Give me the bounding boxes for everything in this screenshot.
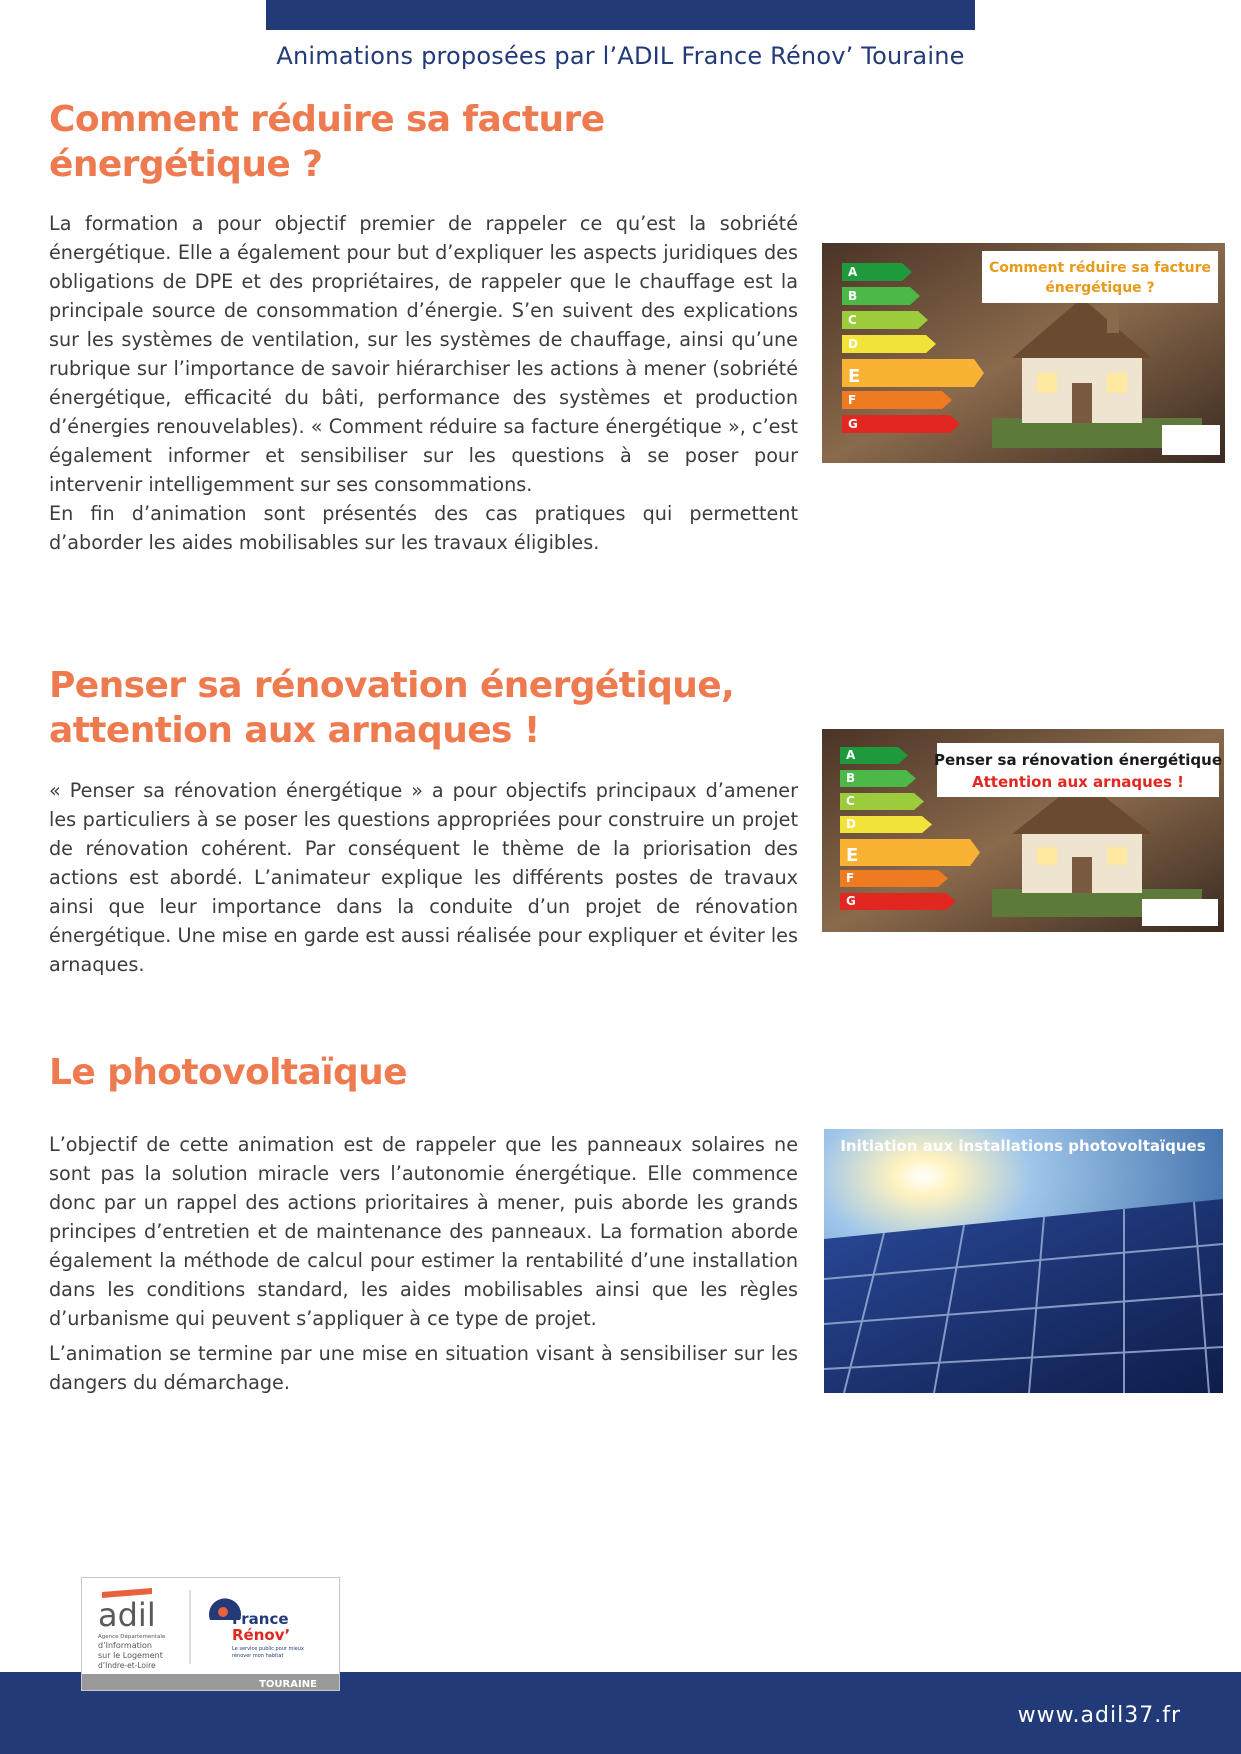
section-title-facture <box>49 97 605 187</box>
section-title-renovation <box>49 663 734 753</box>
energy-label-bar <box>842 415 960 433</box>
logo-text: d’Information <box>98 1641 152 1650</box>
image-caption: énergétique ? <box>1045 280 1155 296</box>
energy-label-bar <box>840 839 980 866</box>
image-caption: Attention aux arnaques ! <box>972 773 1184 791</box>
energy-label-letter: E <box>848 366 861 387</box>
website-url[interactable]: www.adil37.fr <box>1017 1703 1181 1728</box>
image-renovation-arnaques <box>822 729 1224 932</box>
title-line: Le photovoltaïque <box>49 1052 407 1093</box>
section-title-photovoltaique <box>49 1050 407 1095</box>
energy-label-letter: F <box>846 871 855 885</box>
page-header: Animations proposées par l’ADIL France Rénov’ Touraine <box>276 42 965 70</box>
mini-logo <box>1142 899 1218 926</box>
energy-label-letter: G <box>846 894 856 908</box>
paragraph: En fin d’animation sont présentés des cas pratiques qui permettent d’aborder les aides mobilisables sur les travaux éligibles. <box>49 502 798 554</box>
energy-label-bar <box>840 893 956 910</box>
energy-label-bar <box>842 391 952 409</box>
mini-logo <box>1162 425 1220 455</box>
image-caption: Penser sa rénovation énergétique <box>933 751 1223 769</box>
title-line: attention aux arnaques ! <box>49 710 540 751</box>
paragraph: « Penser sa rénovation énergétique » a pour objectifs principaux d’amener les particuliers à se poser les questions appropriées pour construire un projet de rénovation cohérent. Par conséquent le thème de la priorisation des actions est abordé. L’animateur explique les différents postes de travaux ainsi que leur importance dans la conduite d’un projet de rénovation énergétique. Une mise en garde est aussi réalisée pour expliquer et éviter les arnaques. <box>49 779 798 976</box>
energy-label-letter: D <box>846 817 856 831</box>
image-caption: Comment réduire sa facture <box>988 260 1212 276</box>
energy-label-letter: C <box>848 313 857 327</box>
logo-text: d’Indre-et-Loire <box>98 1661 156 1670</box>
title-line: Comment réduire sa facture <box>49 99 605 140</box>
energy-label-letter: G <box>848 417 858 431</box>
paragraph: La formation a pour objectif premier de rappeler ce qu’est la sobriété énergétique. Elle a également pour but d’expliquer les aspects juridiques des obligations de DPE et des propriétaires, de rappeler que le chauffage est la principale source de consommation d’énergie. S’en suivent des explications sur les systèmes de ventilation, sur les systèmes de chauffage, ainsi qu’une rubrique sur l’importance de savoir hiérarchiser les actions à mener (sobriété énergétique, efficacité du bâti, performance des systèmes et production d’énergies renouvelables). « Comment réduire sa facture énergétique », c’est également informer et sensibiliser sur les questions à se poser pour intervenir intelligemment sur ses consommations. <box>49 212 798 496</box>
logo-text: sur le Logement <box>98 1651 163 1660</box>
paragraph: L’animation se termine par une mise en situation visant à sensibiliser sur les dangers du démarchage. <box>49 1342 798 1394</box>
energy-label-letter: B <box>848 289 858 303</box>
energy-label-letter: C <box>846 794 855 808</box>
logo-fr-line2: Rénov’ <box>232 1626 291 1644</box>
energy-label-letter: B <box>846 771 856 785</box>
paragraph: L’objectif de cette animation est de rappeler que les panneaux solaires ne sont pas la solution miracle vers l’autonomie énergétique. Elle commence donc par un rappel des actions prioritaires à mener, puis aborde les grands principes d’entretien et de maintenance des panneaux. La formation aborde également la méthode de calcul pour estimer la rentabilité d’une installation dans les conditions standard, les aides mobilisables ainsi que les règles d’urbanisme qui peuvent s’appliquer à ce type de projet. <box>49 1133 798 1330</box>
section-body-renovation <box>49 776 798 979</box>
energy-label-letter: A <box>848 265 858 279</box>
logo-region: TOURAINE <box>259 1679 317 1690</box>
section-body-photovoltaique <box>49 1130 798 1397</box>
energy-label-letter: A <box>846 748 856 762</box>
logo-text: Agence Départementale <box>98 1634 166 1640</box>
image-caption: Initiation aux installations photovoltaïques <box>840 1137 1206 1155</box>
section-body-facture <box>49 209 798 557</box>
logo-adil-name: adil <box>98 1596 156 1634</box>
energy-label-letter: F <box>848 393 857 407</box>
title-line: énergétique ? <box>49 144 323 185</box>
image-facture-energetique <box>822 243 1225 463</box>
image-photovoltaique <box>824 1129 1223 1393</box>
top-bar <box>266 0 975 30</box>
energy-label-bar <box>842 359 984 387</box>
energy-label-letter: E <box>846 845 859 866</box>
energy-label-letter: D <box>848 337 858 351</box>
adil-france-renov-logo <box>81 1577 340 1691</box>
energy-label-bar <box>840 870 948 887</box>
logo-fr-tagline: Le service public pour mieux <box>232 1646 305 1652</box>
logo-fr-tagline: rénover mon habitat <box>232 1653 284 1659</box>
logo-fr-line1: France <box>232 1610 289 1628</box>
title-line: Penser sa rénovation énergétique, <box>49 665 735 706</box>
